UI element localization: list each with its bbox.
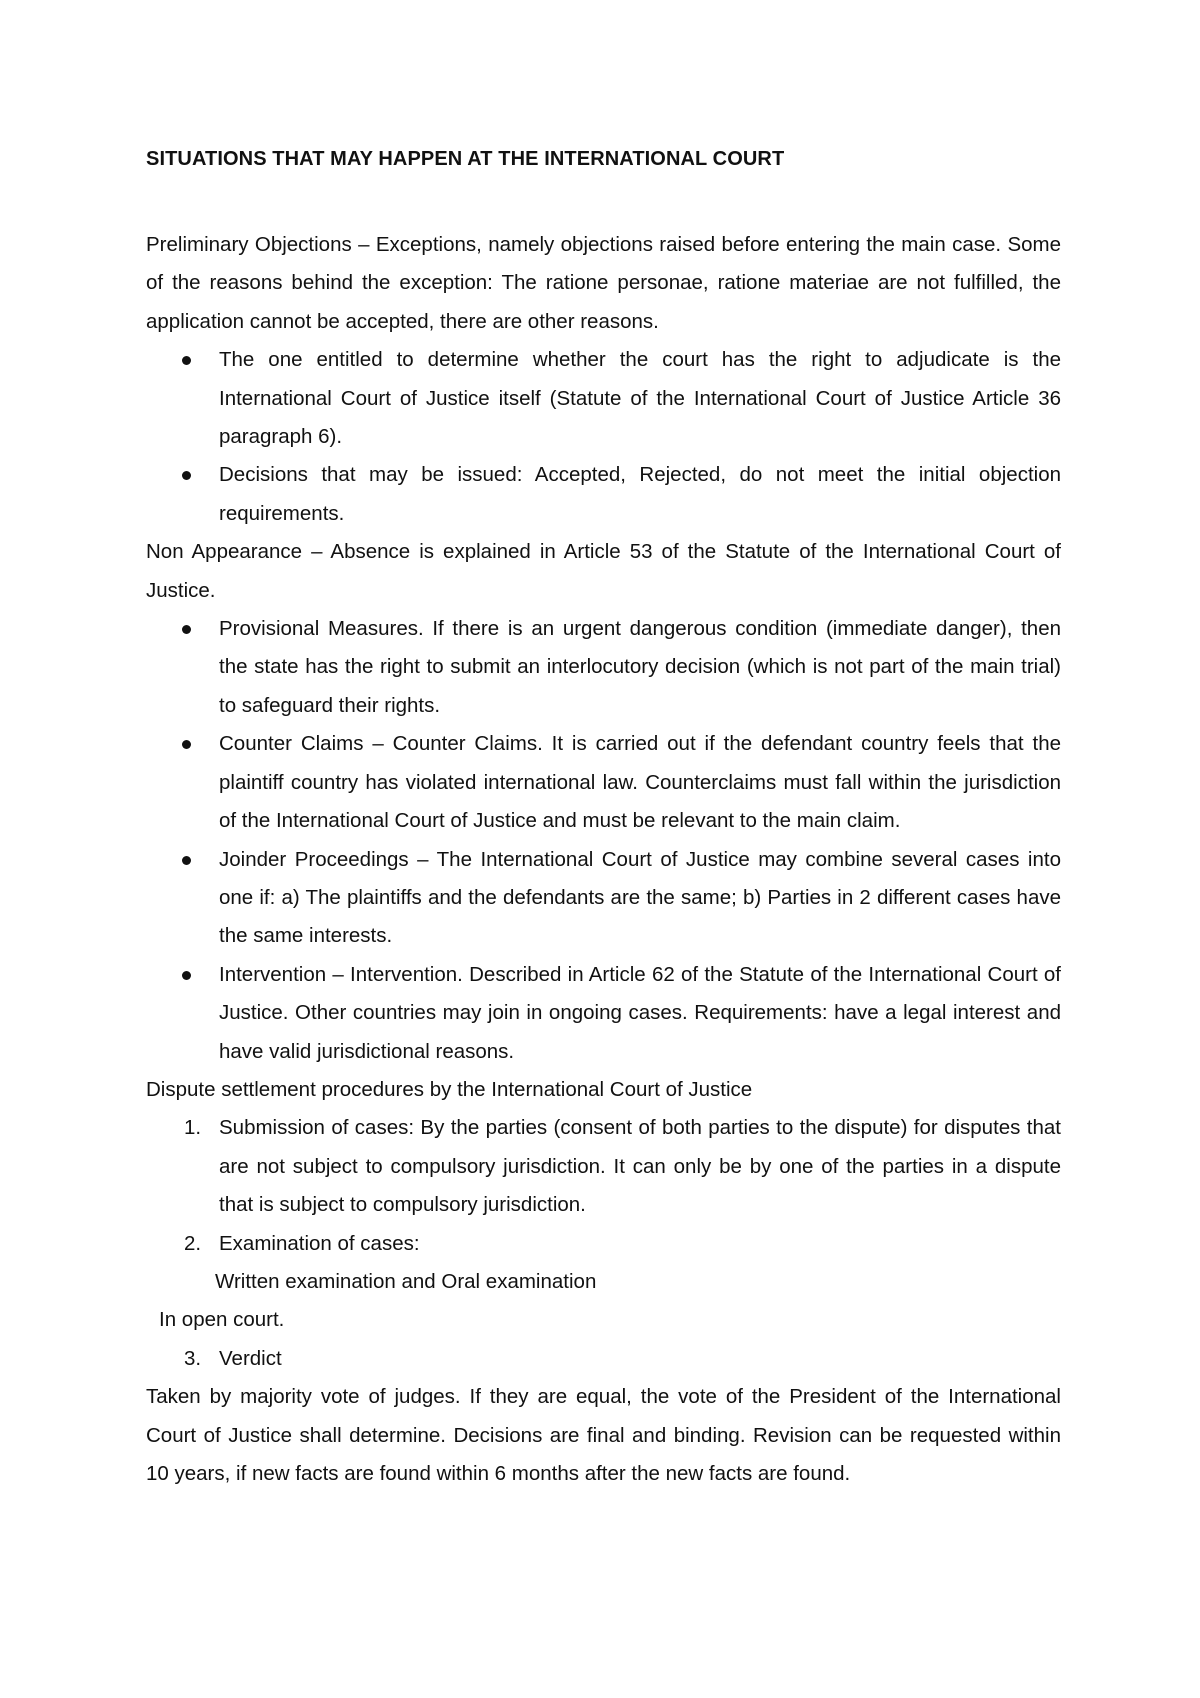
verdict-paragraph: Taken by majority vote of judges. If they are equal, the vote of the President of the International Court of Justice shall determine. Decisions are final and binding. Revision can be requested within 10 years, if new facts are found within 6 months after the new facts are found.: [146, 1385, 1061, 1485]
examination-detail: Written examination and Oral examination: [215, 1269, 597, 1293]
list-item: [146, 841, 1061, 956]
list-item: [146, 1109, 1061, 1224]
list-item: [146, 956, 1061, 1071]
bullet-icon: [182, 471, 191, 480]
bullet-icon: [182, 971, 191, 980]
list-item: [146, 610, 1061, 725]
list-item-text: Provisional Measures. If there is an urgent dangerous condition (immediate danger), then the state has the right to submit an interlocutory decision (which is not part of the main trial) to safeguard their rights.: [219, 617, 1061, 717]
list-item-text: The one entitled to determine whether the court has the right to adjudicate is the International Court of Justice itself (Statute of the International Court of Justice Article 36 paragraph 6).: [219, 348, 1061, 449]
step-number: 2.: [184, 1231, 202, 1255]
list-item: [146, 1340, 1061, 1378]
step-number: 3.: [184, 1346, 202, 1370]
preliminary-objections-paragraph: Preliminary Objections – Exceptions, namely objections raised before entering the main case. Some of the reasons behind the exception: The ratione personae, ratione materiae are not fulfilled, the application cannot be accepted, there are other reasons.: [146, 233, 1061, 333]
list-item-text: Joinder Proceedings – The International Court of Justice may combine several cases into one if: a) The plaintiffs and the defendants are the same; b) Parties in 2 different cases have the same interests.: [219, 847, 1061, 948]
bullet-icon: [182, 356, 191, 365]
open-court-line: In open court.: [159, 1308, 285, 1332]
document-page: [146, 143, 1061, 1493]
list-item: [146, 456, 1061, 533]
list-item: [146, 725, 1061, 840]
list-item: [146, 1225, 1061, 1263]
non-appearance-paragraph: Non Appearance – Absence is explained in Article 53 of the Statute of the International Court of Justice.: [146, 540, 1061, 602]
non-appearance-bullet-list: [146, 610, 1061, 1071]
step-text: Submission of cases: By the parties (consent of both parties to the dispute) for disputes that are not subject to compulsory jurisdiction. It can only be by one of the parties in a dispute that is subject to compulsory jurisdiction.: [219, 1116, 1061, 1217]
dispute-heading: Dispute settlement procedures by the International Court of Justice: [146, 1077, 753, 1101]
document-title: SITUATIONS THAT MAY HAPPEN AT THE INTERNATIONAL COURT: [146, 148, 785, 170]
step-text: Examination of cases:: [219, 1231, 420, 1255]
bullet-icon: [182, 625, 191, 634]
bullet-icon: [182, 856, 191, 865]
list-item-text: Decisions that may be issued: Accepted, Rejected, do not meet the initial objection requirements.: [219, 463, 1061, 525]
preliminary-bullet-list: [146, 341, 1061, 533]
step-number: 1.: [184, 1116, 202, 1140]
bullet-icon: [182, 740, 191, 749]
procedure-steps-list: [146, 1109, 1061, 1263]
procedure-step-3-list: [146, 1340, 1061, 1378]
list-item: [146, 341, 1061, 456]
list-item-text: Counter Claims – Counter Claims. It is carried out if the defendant country feels that the plaintiff country has violated international law. Counterclaims must fall within the jurisdiction of the International Court of Justice and must be relevant to the main claim.: [219, 732, 1061, 833]
list-item-text: Intervention – Intervention. Described in Article 62 of the Statute of the International Court of Justice. Other countries may join in ongoing cases. Requirements: have a legal interest and have valid jurisdictional reasons.: [219, 962, 1061, 1063]
step-text: Verdict: [219, 1346, 282, 1370]
